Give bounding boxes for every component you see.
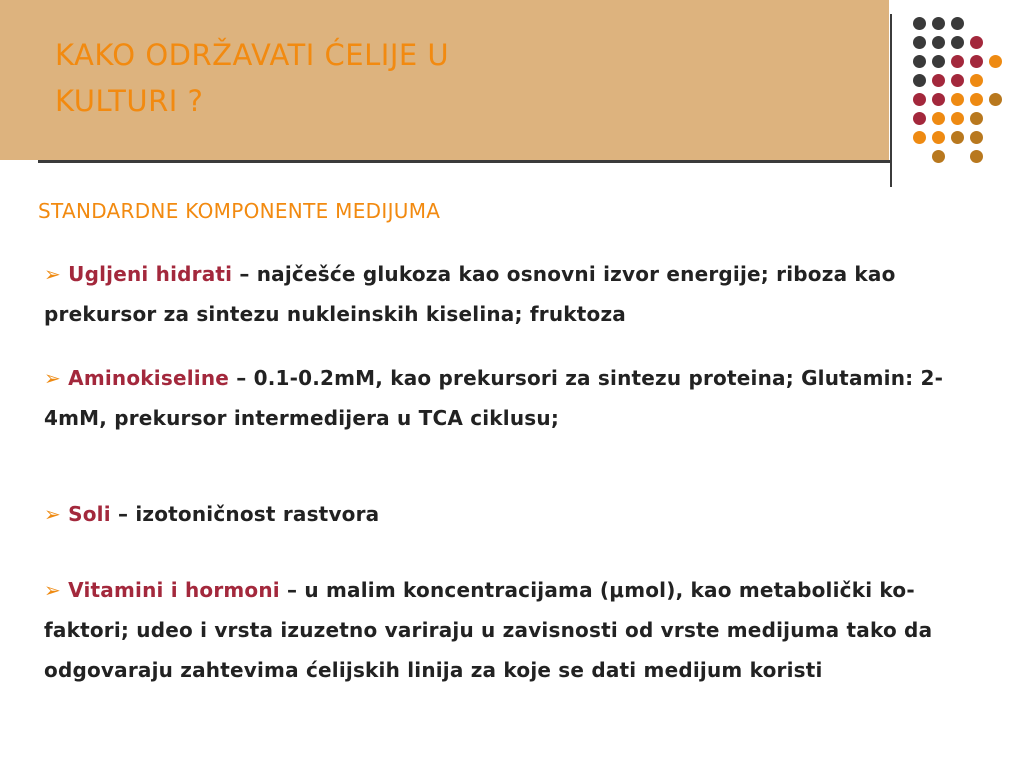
dot: [932, 55, 945, 68]
dot: [970, 93, 983, 106]
bullet-term: Ugljeni hidrati: [68, 262, 233, 286]
dot: [970, 112, 983, 125]
dot: [951, 131, 964, 144]
bullet-item: [44, 494, 974, 534]
bullet-item: [44, 254, 974, 334]
dot: [913, 17, 926, 30]
dot: [913, 55, 926, 68]
bullet-text: – 0.1-0.2mM, kao prekursori za sintezu proteina; Glutamin: 2-4mM, prekursor intermedijera u TCA ciklusu;: [44, 366, 944, 430]
dot: [932, 131, 945, 144]
dot: [913, 112, 926, 125]
dot: [913, 93, 926, 106]
arrow-bullet-icon: ➢: [44, 578, 61, 602]
dot: [913, 131, 926, 144]
dot: [932, 17, 945, 30]
dot: [951, 93, 964, 106]
bullet-term: Vitamini i hormoni: [68, 578, 280, 602]
decorative-dot-grid: [0, 0, 1024, 200]
bullet-text: – najčešće glukoza kao osnovni izvor energije; riboza kao prekursor za sintezu nukleinskih kiselina; fruktoza: [44, 262, 896, 326]
bullet-text: – u malim koncentracijama (μmol), kao metabolički ko-faktori; udeo i vrsta izuzetno variraju u zavisnosti od vrste medijuma tako da odgovaraju zahtevima ćelijskih linija za koje se dati medijum koristi: [44, 578, 933, 682]
dot: [913, 74, 926, 87]
dot: [932, 112, 945, 125]
title-line-1: KAKO ODRŽAVATI ĆELIJE U: [55, 38, 450, 72]
dot: [932, 150, 945, 163]
dot: [951, 36, 964, 49]
dot: [932, 93, 945, 106]
dot: [970, 74, 983, 87]
bullet-term: Soli: [68, 502, 111, 526]
bullet-term: Aminokiseline: [68, 366, 230, 390]
title-line-2: KULTURI ?: [55, 84, 204, 118]
bullet-item: [44, 570, 974, 690]
section-subtitle: STANDARDNE KOMPONENTE MEDIJUMA: [38, 199, 441, 223]
dot: [932, 74, 945, 87]
arrow-bullet-icon: ➢: [44, 262, 61, 286]
dot: [932, 36, 945, 49]
dot: [970, 131, 983, 144]
arrow-bullet-icon: ➢: [44, 366, 61, 390]
dot: [951, 112, 964, 125]
dot: [951, 74, 964, 87]
dot: [970, 55, 983, 68]
dot: [913, 36, 926, 49]
dot: [989, 93, 1002, 106]
bullet-item: [44, 358, 974, 438]
dot: [970, 36, 983, 49]
arrow-bullet-icon: ➢: [44, 502, 61, 526]
dot: [951, 55, 964, 68]
dot: [970, 150, 983, 163]
dot: [951, 17, 964, 30]
dot: [989, 55, 1002, 68]
bullet-text: – izotoničnost rastvora: [110, 502, 380, 526]
